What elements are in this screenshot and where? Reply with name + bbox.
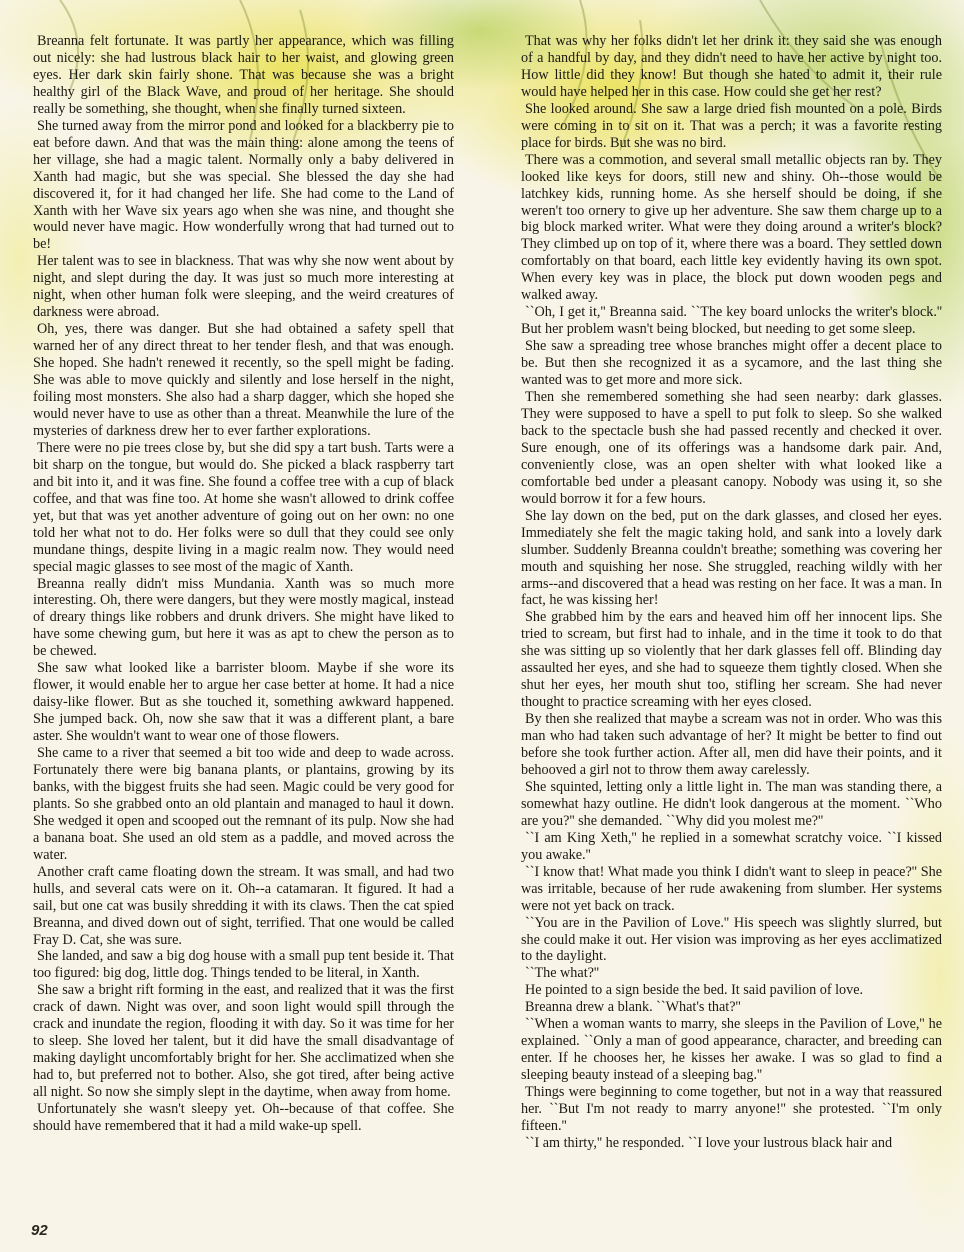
paragraph: There was a commotion, and several small metallic objects ran by. They looked like keys for doors, still new and shiny. Oh--those would be latchkey kids, running home. As she herself should be doing, if she weren't too ornery to give up her adventure. She saw them charge up to a big block marked writer. What were they doing around a writer's block? They climbed up on top of it, where there was a board. They settled down comfortably on that board, each little key evidently having its own spot. When every key was in place, the block put down wooden pegs and walked away. <box>521 151 942 304</box>
paragraph: She grabbed him by the ears and heaved him off her innocent lips. She tried to scream, but first had to inhale, and in the time it took to do that she was sitting up so violently that her dark glasses fell off. Blinding day assaulted her eyes, and she had to squeeze them tightly closed. When she shut her eyes, her mouth shut too, stifling her scream. She had never thought to practice screaming with her eyes closed. <box>521 609 942 711</box>
paragraph: He pointed to a sign beside the bed. It said pavilion of love. <box>525 982 864 999</box>
paragraph: ``I know that! What made you think I didn't want to sleep in peace?'' She was irritable, because of her rude awakening from slumber. Her systems were not yet back on track. <box>521 863 942 914</box>
paragraph: ``The what?'' <box>525 965 600 982</box>
paragraph: ``You are in the Pavilion of Love.'' His speech was slightly slurred, but she could make it out. Her vision was improving as her eyes acclimatized to the daylight. <box>521 914 942 965</box>
paragraph: She saw a bright rift forming in the east, and realized that it was the first crack of dawn. Night was over, and soon light would spill through the crack and inundate the region, flooding it with day. So it was time for her to sleep. She loved her talent, but it did have the small disadvantage of making daylight uncomfortably bright for her. She acclimatized when she had to, but preferred not to bother. Also, she got tired, after being active all night. So now she simply slept in the daytime, when away from home. <box>33 982 454 1101</box>
page-number: 92 <box>31 1222 48 1239</box>
paragraph: Breanna felt fortunate. It was partly her appearance, which was filling out nicely: she had lustrous black hair to her waist, and glowing green eyes. Her dark skin fairly shone. That was because she was a bright healthy girl of the Black Wave, and proud of her heritage. She should really be something, she thought, when she finally turned sixteen. <box>33 33 454 117</box>
paragraph: ``Oh, I get it,'' Breanna said. ``The key board unlocks the writer's block.'' But her problem wasn't being blocked, but needing to get some sleep. <box>521 304 942 338</box>
paragraph: She looked around. She saw a large dried fish mounted on a pole. Birds were coming in to sit on it. That was a perch; it was a favorite resting place for birds. But she was no bird. <box>521 100 942 151</box>
paragraph: ``I am King Xeth,'' he replied in a somewhat scratchy voice. ``I kissed you awake.'' <box>521 829 942 863</box>
paragraph: She squinted, letting only a little light in. The man was standing there, a somewhat hazy outline. He didn't look dangerous at the moment. ``Who are you?'' she demanded. ``Why did you molest me?'' <box>521 778 942 829</box>
paragraph: She turned away from the mirror pond and looked for a blackberry pie to eat before dawn. And that was the main thing: alone among the teens of her village, she had a magic talent. Normally only a baby delivered in Xanth had magic, but she was special. She blessed the day she had discovered it, for it had changed her life. She had come to the Land of Xanth with her Wave six years ago when she was nine, and thought she would never have magic. How wonderfully wrong that had turned out to be! <box>33 117 454 253</box>
paragraph: ``When a woman wants to marry, she sleeps in the Pavilion of Love,'' he explained. ``Only a man of good appearance, character, and breeding can enter. If he chooses her, he kisses her awake. I was so glad to find a sleeping beauty instead of a sleeping bag.'' <box>521 1016 942 1084</box>
paragraph: Things were beginning to come together, but not in a way that reassured her. ``But I'm not ready to marry anyone!'' she protested. ``I'm only fifteen.'' <box>521 1084 942 1134</box>
right-column <box>521 33 942 1152</box>
paragraph: She saw a spreading tree whose branches might offer a decent place to be. But then she recognized it as a sycamore, and the last thing she wanted was to get more and more sick. <box>521 338 942 389</box>
paragraph: ``I am thirty,'' he responded. ``I love your lustrous black hair and <box>525 1134 893 1151</box>
paragraph: Then she remembered something she had seen nearby: dark glasses. They were supposed to have a spell to put folk to sleep. So she walked back to the spectacle bush she had passed recently and checked it over. Sure enough, one of its offerings was a handsome dark pair. And, conveniently close, was an open shelter with what looked like a comfortable bed under a pleasant canopy. Nobody was using it, so she would borrow it for a few hours. <box>521 389 942 507</box>
left-column <box>33 33 454 1135</box>
paragraph: She came to a river that seemed a bit too wide and deep to wade across. Fortunately there were big banana plants, or plantains, growing by its banks, with the biggest fruits she had seen. Magic could be very good for plants. So she grabbed onto an old plantain and managed to haul it down. She wedged it open and scooped out the remnant of its pulp. Now she had a banana boat. She used an old stem as a paddle, and moved across the water. <box>33 745 454 863</box>
paragraph: She lay down on the bed, put on the dark glasses, and closed her eyes. Immediately she felt the magic taking hold, and sank into a lovely dark slumber. Suddenly Breanna couldn't breathe; something was covering her mouth and squishing her nose. She struggled, reaching wildly with her arms--and discovered that a head was resting on her face. It was a man. In fact, he was kissing her! <box>521 507 942 609</box>
paragraph: Oh, yes, there was danger. But she had obtained a safety spell that warned her of any direct threat to her tender flesh, and that was enough. She hoped. She hadn't renewed it recently, so the spell might be fading. She was able to move quickly and silently and lose herself in the night, foiling most monsters. She also had a sharp dagger, which she hoped she would never have to use as other than a threat. Meanwhile the lure of the mysteries of darkness drew her to ever farther explorations. <box>33 321 454 439</box>
paragraph: She landed, and saw a big dog house with a small pup tent beside it. That too figured: big dog, little dog. Things tended to be literal, in Xanth. <box>33 948 454 982</box>
paragraph: By then she realized that maybe a scream was not in order. Who was this man who had taken such advantage of her? It might be better to find out before she took further action. After all, men did have their points, and it behooved a girl not to throw them away carelessly. <box>521 711 942 778</box>
paragraph: There were no pie trees close by, but she did spy a tart bush. Tarts were a bit sharp on the tongue, but would do. She picked a black raspberry tart and bit into it, and it was fine. She found a coffee tree with a cup of black coffee, and that was fine too. At home she wasn't allowed to drink coffee yet, but that was yet another adventure of going out on her own: no one told her what not to do. Her folks were so dull that they could see only mundane things, despite living in a magic realm now. They would need special magic glasses to see most of the magic of Xanth. <box>33 439 454 575</box>
paragraph: That was why her folks didn't let her drink it: they said she was enough of a handful by day, and they didn't need to have her active by night too. How little did they know! But though she hated to admit it, their rule would have helped her in this case. How could she get her rest? <box>521 33 942 100</box>
paragraph: Breanna really didn't miss Mundania. Xanth was so much more interesting. Oh, there were dangers, but they were mostly magical, instead of dreary things like robbers and drunk drivers. She might have liked to have some chewing gum, but here it was as apt to chew the person as to be chewed. <box>33 575 454 660</box>
paragraph: Another craft came floating down the stream. It was small, and had two hulls, and several cats were on it. Oh--a catamaran. It figured. It had a sail, but one cat was busily shredding it with its claws. Then the cat spied Breanna, and dived down out of sight, terrified. That one would be called Fray D. Cat, she was sure. <box>33 863 454 948</box>
paragraph: She saw what looked like a barrister bloom. Maybe if she wore its flower, it would enable her to argue her case better at home. It had a nice daisy-like flower. But as she touched it, something awkward happened. She jumped back. Oh, now she saw that it was a different plant, a bare aster. She wouldn't want to wear one of those flowers. <box>33 660 454 745</box>
paragraph: Her talent was to see in blackness. That was why she now went about by night, and slept during the day. It was just so much more interesting at night, when other human folk were sleeping, and the weird creatures of darkness were abroad. <box>33 253 454 321</box>
paragraph: Unfortunately she wasn't sleepy yet. Oh--because of that coffee. She should have remembered that it had a mild wake-up spell. <box>33 1101 454 1134</box>
paragraph: Breanna drew a blank. ``What's that?'' <box>525 999 741 1016</box>
